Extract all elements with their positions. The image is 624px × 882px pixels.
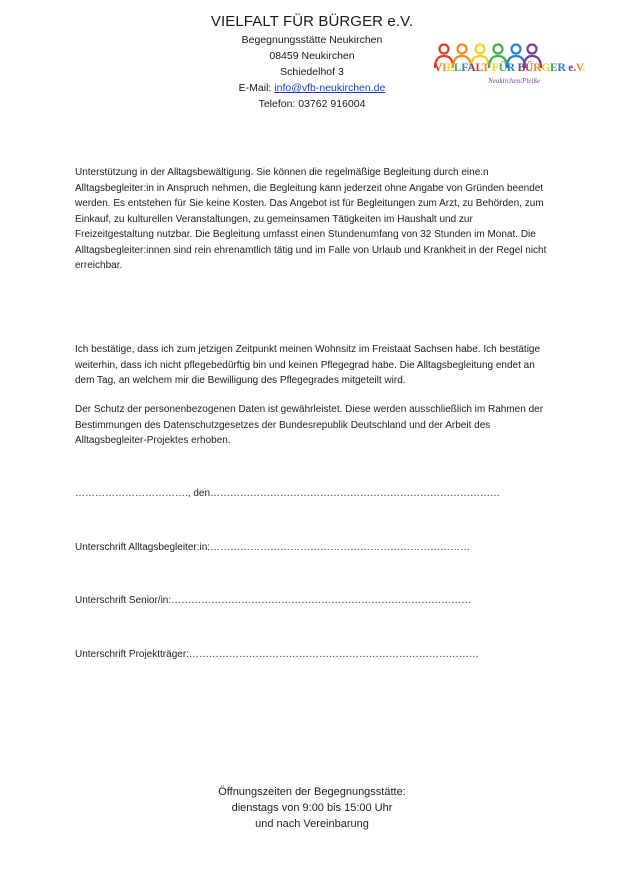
paragraph-data-protection: Der Schutz der personenbezogenen Daten ist gewährleistet. Diese werden ausschließlich im Rahmen der Bestimmungen des Datenschutzgesetzes der Bundesrepublik Deutschland und der Arbeit des Alltagsbegleiter-Projektes erhoben. bbox=[75, 404, 544, 446]
organization-logo bbox=[432, 42, 586, 94]
organization-name: VIELFALT FÜR BÜRGER e.V. bbox=[210, 13, 414, 30]
paragraph-service-description: Unterstützung in der Alltagsbewältigung. Sie können die regelmäßige Begleitung durch eine:n Alltagsbegleiter:in in Anspruch nehmen, die Begleitung kann jederzeit ohne Angabe von Gründen beendet werden. Es entstehen für Sie keine Kosten. Das Angebot ist für Begleitungen zum Arzt, zu Behörden, zum Einkauf, zu kulturellen Veranstaltungen, zu gemeinsamen Tätigkeiten im Haushalt und zur Freizeitgestaltung nutzbar. Die Begleitung umfasst einen Stundenumfang von 32 Stunden im Monat. Die Alltagsbegleiter:innen sind rein ehrenamtlich tätig und im Falle von Urlaub und Krankheit in der Regel nicht erreichbar. bbox=[75, 167, 547, 271]
paragraph-confirmation: Ich bestätige, dass ich zum jetzigen Zeitpunkt meinen Wohnsitz im Freistaat Sachsen habe. Ich bestätige weiterhin, dass ich nicht pflegebedürftig bin und keinen Pflegegrad habe. Die Alltagsbegleitung endet an dem Tag, an welchem mir die Bewilligung des Pflegegrades mitgeteilt wird. bbox=[75, 344, 541, 386]
opening-hours-note: und nach Vereinbarung bbox=[255, 818, 369, 830]
opening-hours bbox=[0, 784, 624, 832]
phone-line: Telefon: 03762 916004 bbox=[258, 98, 366, 110]
email-label: E-Mail: bbox=[238, 82, 275, 94]
opening-hours-time: dienstags von 9:00 bis 15:00 Uhr bbox=[231, 802, 393, 814]
signature-senior-line: Unterschrift Senior/in:……………………………………………………………………………… bbox=[75, 595, 472, 606]
address-line-1: Begegnungsstätte Neukirchen bbox=[241, 34, 383, 46]
signature-sponsor-line: Unterschrift Projektträger:…………………………………………………………………………… bbox=[75, 649, 479, 660]
address-line-3: Schiedelhof 3 bbox=[280, 66, 344, 78]
logo-wordmark: VIELFALT FÜR BÜRGER e.V. bbox=[434, 62, 586, 74]
address-line-2: 08459 Neukirchen bbox=[269, 50, 355, 62]
signature-companion-line: Unterschrift Alltagsbegleiter:in:…………………………………………………………………… bbox=[75, 542, 471, 553]
email-link[interactable]: info@vfb-neukirchen.de bbox=[274, 82, 386, 94]
logo-subtitle: Neukirchen/Pleiße bbox=[488, 77, 540, 85]
opening-hours-title: Öffnungszeiten der Begegnungsstätte: bbox=[218, 786, 406, 798]
place-date-line: ……………………………., den…………………………………………………………………………… bbox=[75, 488, 501, 499]
